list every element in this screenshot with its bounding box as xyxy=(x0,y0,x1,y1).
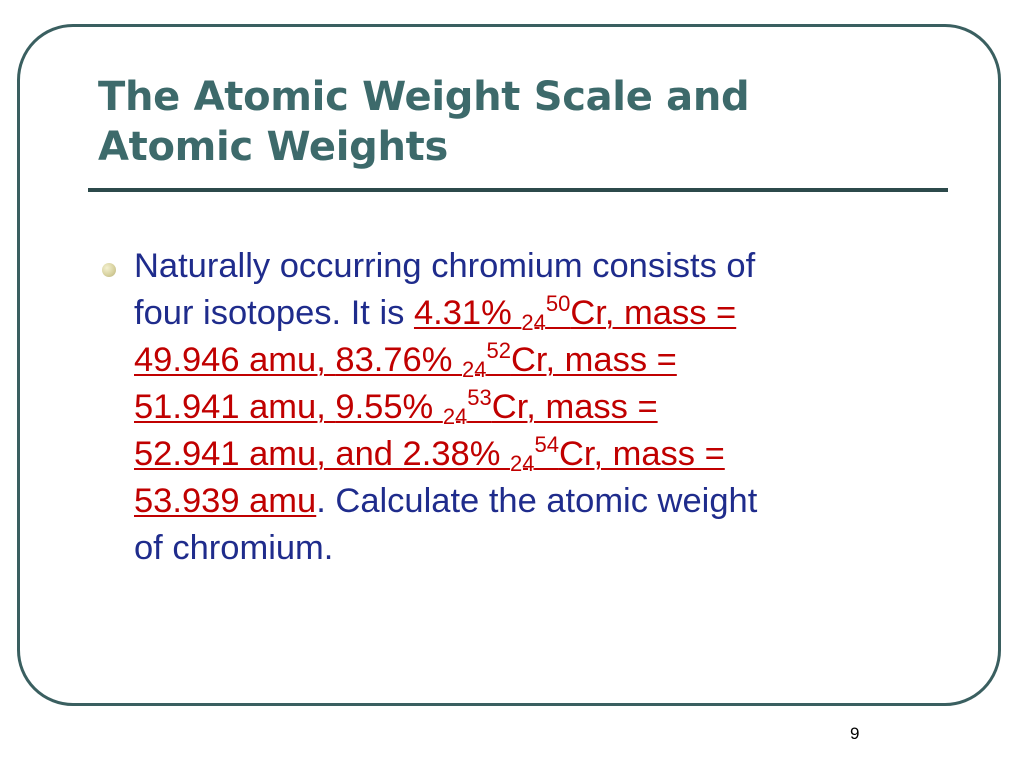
isotope-50-percent: 4.31% xyxy=(413,294,522,332)
slide-title xyxy=(98,72,958,172)
title-line-2: Atomic Weights xyxy=(98,124,448,170)
title-divider xyxy=(88,188,948,192)
isotope-52-mass-value: 51.941 amu, xyxy=(134,388,336,426)
bullet-line-1: Naturally occurring chromium consists of xyxy=(134,247,756,285)
bullet-icon xyxy=(102,263,116,277)
title-line-1: The Atomic Weight Scale and xyxy=(98,74,750,120)
isotope-53-mass-label: Cr, mass = xyxy=(491,388,658,426)
bullet-text xyxy=(134,243,964,572)
isotope-52-mass-label: Cr, mass = xyxy=(510,341,677,379)
isotope-53-atomic-number: 24 xyxy=(442,404,468,429)
isotope-52-mass-number: 52 xyxy=(486,338,511,363)
isotope-54-mass-number: 54 xyxy=(534,432,559,457)
isotope-54-atomic-number: 24 xyxy=(509,451,535,476)
isotope-52-atomic-number: 24 xyxy=(462,357,487,382)
isotope-53-mass-value: 52.941 amu, and xyxy=(134,435,403,473)
bullet-tail-1: . Calculate the atomic weight xyxy=(316,482,758,520)
isotope-53-mass-number: 53 xyxy=(467,385,492,410)
bullet-tail-2: of chromium. xyxy=(134,529,334,567)
isotope-50-mass-number: 50 xyxy=(545,291,571,316)
isotope-54-percent: 2.38% xyxy=(402,435,510,473)
isotope-52-percent: 83.76% xyxy=(335,341,462,379)
isotope-50-mass-label: Cr, mass = xyxy=(570,294,737,332)
isotope-53-percent: 9.55% xyxy=(335,388,443,426)
isotope-50-mass-value: 49.946 amu, xyxy=(134,341,336,379)
page-number: 9 xyxy=(850,724,860,743)
isotope-54-mass-label: Cr, mass = xyxy=(558,435,725,473)
isotope-54-mass-value: 53.939 amu xyxy=(134,482,317,520)
bullet-line-2-plain: four isotopes. It is xyxy=(134,294,414,332)
isotope-50-atomic-number: 24 xyxy=(521,310,546,335)
